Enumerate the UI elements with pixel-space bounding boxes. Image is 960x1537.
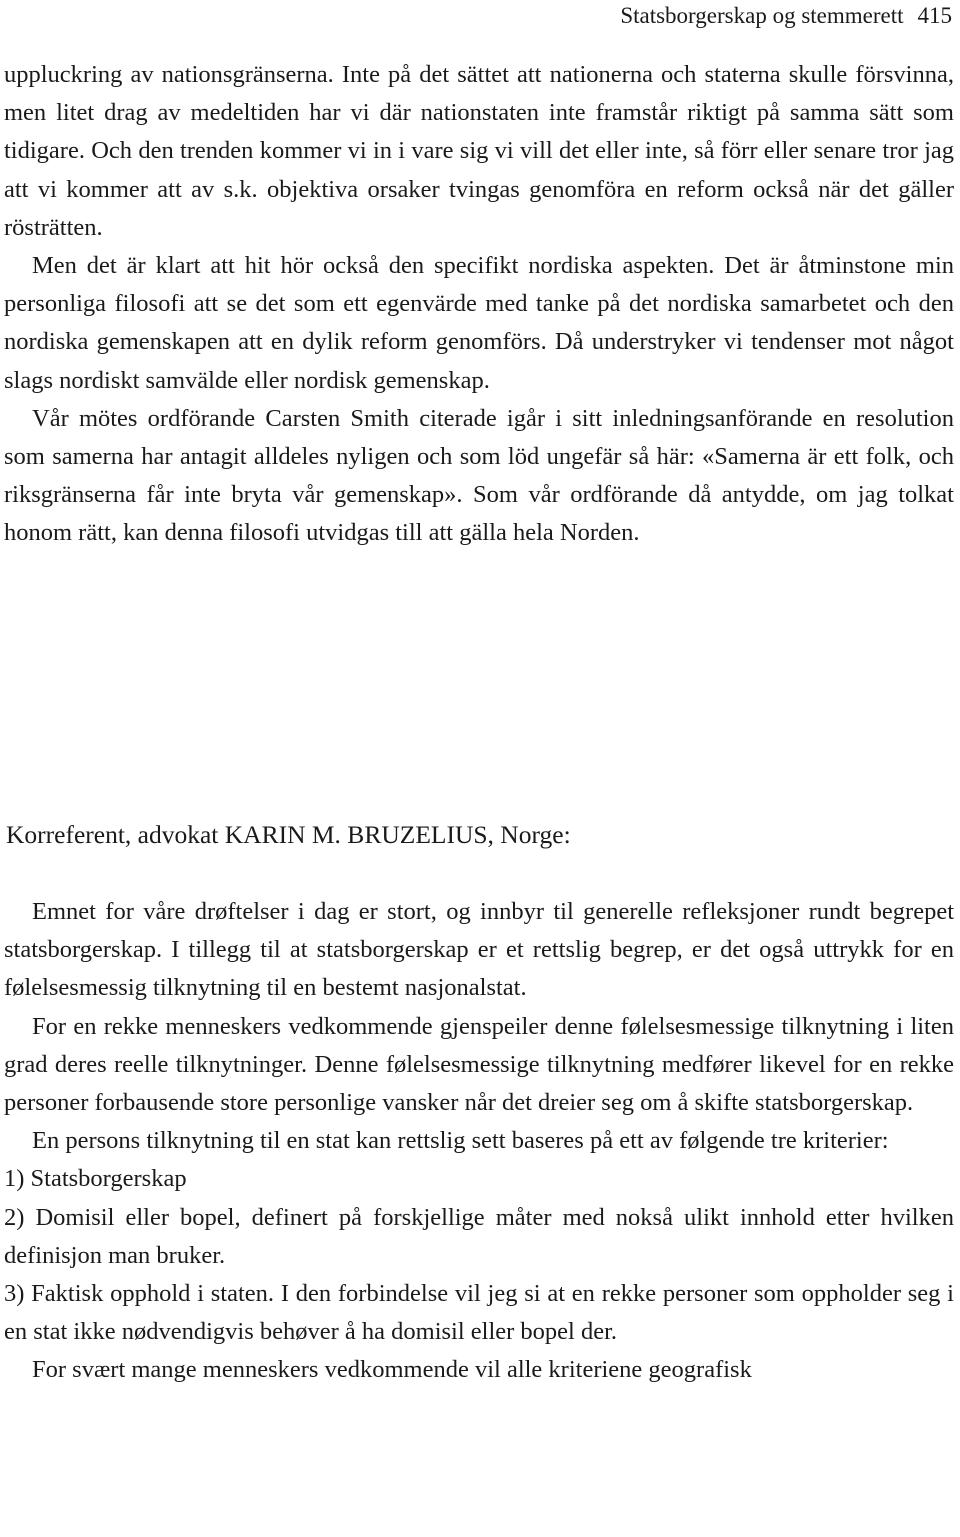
paragraph-fragment: For svært mange menneskers vedkommende vil alle kriteriene geografisk	[32, 1356, 752, 1384]
paragraph: Men det är klart att hit hör också den specifikt nordiska aspekten. Det är åtminstone min personliga filosofi att se det som ett egenvärde med tanke på det nordiska samarbetet och den nordiska gemenskapen att en dylik reform genomförs. Då understryker vi tendenser mot något slags nordiskt samvälde eller nordisk gemenskap.	[4, 252, 954, 394]
criteria-list-item: 2) Domisil eller bopel, definert på forskjellige måter med nokså ulikt innhold etter hvilken definisjon man bruker.	[4, 1203, 954, 1269]
paragraph: En persons tilknytning til en stat kan rettslig sett baseres på ett av følgende tre kriterier:	[32, 1127, 889, 1155]
norwegian-statement	[4, 893, 954, 1390]
paragraph: Vår mötes ordförande Carsten Smith citerade igår i sitt inledningsanförande en resolution som samerna har antagit alldeles nyligen och som löd ungefär så här: «Samerna är ett folk, och riksgränserna får inte bryta vår gemenskap». Som vår ordförande då antydde, om jag tolkat honom rätt, kan denna filosofi utvidgas till att gälla hela Norden.	[4, 404, 954, 547]
speaker-heading: Korreferent, advokat KARIN M. BRUZELIUS, Norge:	[6, 820, 571, 849]
swedish-statement	[4, 56, 954, 553]
paragraph: For en rekke menneskers vedkommende gjenspeiler denne følelsesmessige tilknytning i liten grad deres reelle tilknytninger. Denne følelsesmessige tilknytning medfører likevel for en rekke personer forbausende store personlige vansker når det dreier seg om å skifte statsborgerskap.	[4, 1012, 954, 1117]
criteria-list-item: 1) Statsborgerskap	[4, 1165, 187, 1193]
running-header	[620, 2, 952, 30]
paragraph: uppluckring av nationsgränserna. Inte på det sättet att nationerna och staterna skulle försvinna, men litet drag av medeltiden har vi där nationstaten inte framstår riktigt på samma sätt som tidigare. Och den trenden kommer vi in i vare sig vi vill det eller inte, så förr eller senare tror jag att vi kommer att av s.k. objektiva orsaker tvingas genomföra en reform också när det gäller rösträtten.	[4, 61, 954, 241]
criteria-list-item: 3) Faktisk opphold i staten. I den forbindelse vil jeg si at en rekke personer som oppholder seg i en stat ikke nødvendigvis behøver å ha domisil eller bopel der.	[4, 1280, 954, 1346]
running-title: Statsborgerskap og stemmerett	[620, 3, 904, 28]
paragraph: Emnet for våre drøftelser i dag er stort, og innbyr til generelle refleksjoner rundt begrepet statsborgerskap. I tillegg til at statsborgerskap er et rettslig begrep, er det også uttrykk for en følelsesmessig tilknytning til en bestemt nasjonalstat.	[4, 898, 954, 1002]
page-number: 415	[917, 3, 952, 28]
